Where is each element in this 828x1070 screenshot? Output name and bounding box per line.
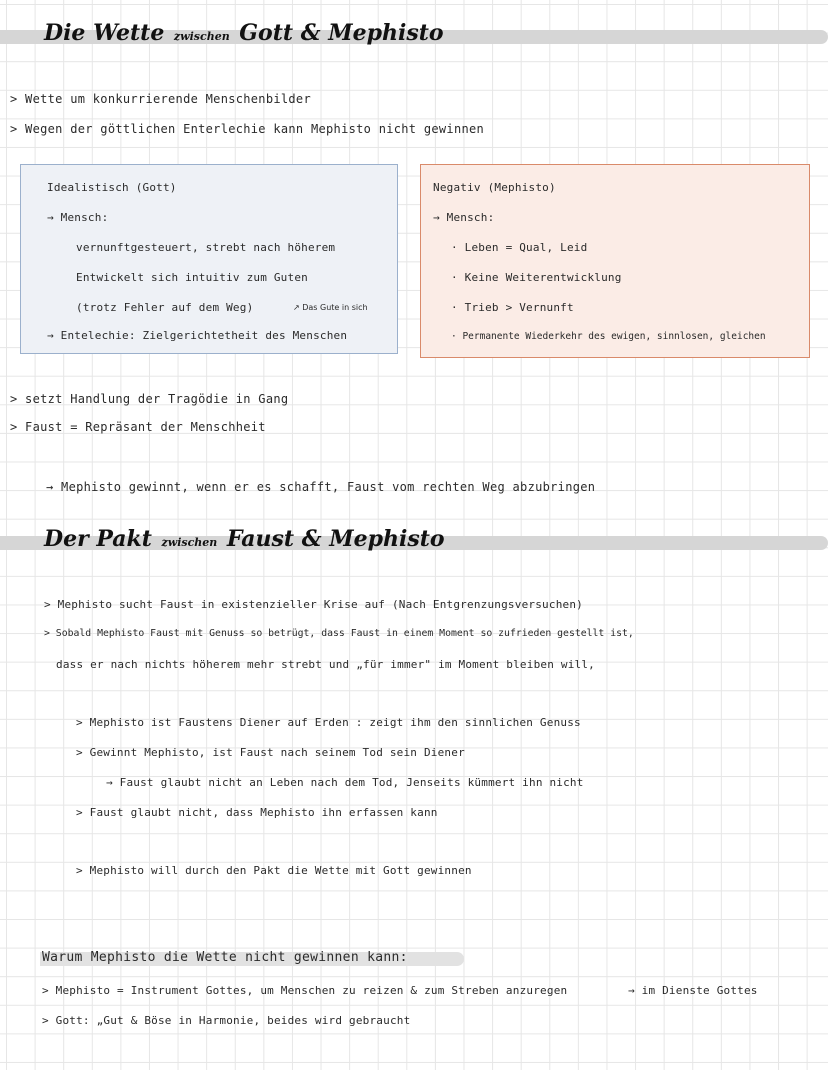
- box-line: (trotz Fehler auf dem Weg): [76, 301, 254, 314]
- box-subheading: → Mensch:: [433, 211, 495, 224]
- bullet-line: > Faust = Repräsant der Menschheit: [10, 420, 266, 434]
- reason-line: > Gott: „Gut & Böse in Harmonie, beides wird gebraucht: [42, 1014, 411, 1027]
- paragraph-line: > Sobald Mephisto Faust mit Genuss so betrügt, dass Faust in einem Moment so zufrieden gestellt ist,: [44, 628, 634, 639]
- negative-box: [420, 164, 810, 358]
- sub-line: > Mephisto ist Faustens Diener auf Erden : zeigt ihm den sinnlichen Genuss: [76, 716, 581, 729]
- bullet-line: > Wegen der göttlichen Enterlechie kann Mephisto nicht gewinnen: [10, 122, 485, 136]
- section-title-wette: [44, 20, 444, 46]
- box-line: · Permanente Wiederkehr des ewigen, sinnlosen, gleichen: [451, 331, 766, 342]
- box-line: · Keine Weiterentwicklung: [451, 271, 622, 284]
- sub-line: > Gewinnt Mephisto, ist Faust nach seinem Tod sein Diener: [76, 746, 465, 759]
- section-title-pakt: [44, 526, 445, 552]
- title-connector: zwischen: [161, 536, 218, 549]
- paragraph-line: dass er nach nichts höherem mehr strebt und „für immer" im Moment bleiben will,: [56, 658, 595, 671]
- title-part2: Faust & Mephisto: [226, 526, 445, 552]
- bullet-line: > setzt Handlung der Tragödie in Gang: [10, 392, 289, 406]
- title-part1: Die Wette: [44, 20, 165, 46]
- sub-line: > Faust glaubt nicht, dass Mephisto ihn erfassen kann: [76, 806, 438, 819]
- title-part1: Der Pakt: [44, 526, 152, 552]
- sub-line: > Mephisto will durch den Pakt die Wette mit Gott gewinnen: [76, 864, 472, 877]
- box-footer: → Entelechie: Zielgerichtetheit des Menschen: [47, 329, 348, 342]
- paragraph-line: > Mephisto sucht Faust in existenzieller Krise auf (Nach Entgrenzungsversuchen): [44, 598, 583, 611]
- idealistic-box: [20, 164, 398, 354]
- box-line: · Leben = Qual, Leid: [451, 241, 588, 254]
- title-connector: zwischen: [173, 30, 230, 43]
- box-subheading: → Mensch:: [47, 211, 109, 224]
- box-line: · Trieb > Vernunft: [451, 301, 574, 314]
- reason-line: > Mephisto = Instrument Gottes, um Menschen zu reizen & zum Streben anzuregen: [42, 984, 568, 997]
- bullet-line: > Wette um konkurrierende Menschenbilder: [10, 92, 311, 106]
- box-side-note: ↗ Das Gute in sich: [293, 303, 368, 312]
- conclusion-line: → Mephisto gewinnt, wenn er es schafft, Faust vom rechten Weg abzubringen: [46, 480, 596, 494]
- reason-side-note: → im Dienste Gottes: [628, 984, 758, 997]
- box-line: vernunftgesteuert, strebt nach höherem: [76, 241, 336, 254]
- box-heading: Idealistisch (Gott): [47, 181, 177, 194]
- title-part2: Gott & Mephisto: [239, 20, 444, 46]
- box-line: Entwickelt sich intuitiv zum Guten: [76, 271, 308, 284]
- box-heading: Negativ (Mephisto): [433, 181, 556, 194]
- sub-line: → Faust glaubt nicht an Leben nach dem Tod, Jenseits kümmert ihn nicht: [106, 776, 584, 789]
- section-subtitle: Warum Mephisto die Wette nicht gewinnen kann:: [42, 950, 408, 965]
